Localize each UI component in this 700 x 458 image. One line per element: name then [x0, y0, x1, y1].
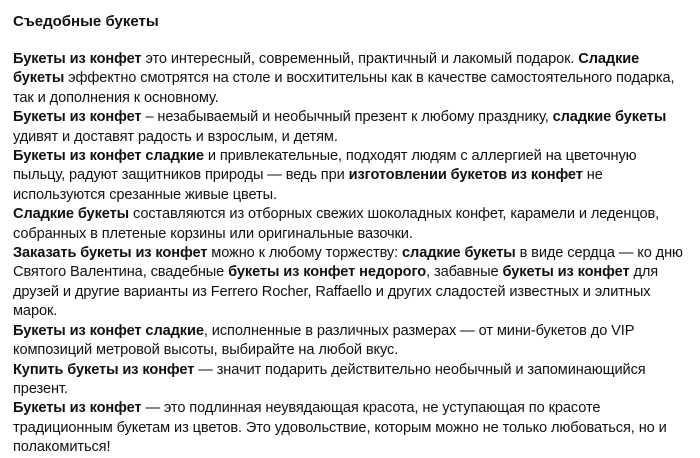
bold-keyword: Букеты из конфет	[13, 51, 142, 67]
bold-keyword: Букеты из конфет сладкие	[13, 148, 204, 165]
bold-keyword: Букеты из конфет	[13, 400, 142, 417]
bold-keyword: изготовлении букетов из конфет	[348, 167, 583, 184]
paragraph-text: , исполненные в различных размерах — от мини-букетов до VIP композиций метровой высоты, выбирайте на любой вкус.	[13, 322, 635, 359]
paragraph	[13, 108, 690, 147]
paragraph-text: в виде сердца — ко дню Святого Валентина, свадебные	[13, 245, 683, 281]
paragraph-text: — значит подарить действительно необычный и запоминающийся презент.	[13, 361, 646, 397]
paragraph-text: и привлекательные, подходят людям с аллергией на цветочную пыльцу, радуют защитников природы — ведь при	[13, 148, 637, 184]
paragraph-text: не используются срезанные живые цветы.	[13, 167, 603, 203]
paragraph	[13, 147, 690, 205]
paragraph	[13, 399, 690, 457]
paragraph	[13, 361, 690, 400]
paragraph	[13, 50, 690, 108]
bold-keyword: Заказать букеты из конфет	[13, 245, 208, 262]
bold-keyword: сладкие букеты	[552, 109, 667, 126]
bold-keyword: Сладкие букеты	[13, 51, 640, 87]
paragraph-text: составляются из отборных свежих шоколадных конфет, карамели и леденцов, собранных в плетеные корзины или оригинальные вазочки.	[13, 206, 660, 242]
paragraph-text: для друзей и другие варианты из Ferrero Rocher, Raffaello и других сладостей известных и элитных марок.	[13, 264, 659, 320]
paragraph-text: , забавные	[426, 264, 503, 281]
document-body	[13, 50, 690, 458]
paragraph-text: эффектно смотрятся на столе и восхитительны как в качестве самостоятельного подарка, так и дополнения к основному.	[13, 70, 675, 106]
bold-keyword: сладкие букеты	[402, 245, 516, 262]
paragraph-text: удивят и доставят радость и взрослым, и детям.	[13, 128, 338, 145]
paragraph-text: можно к любому торжеству:	[207, 245, 403, 262]
paragraph	[13, 322, 690, 361]
bold-keyword: Купить букеты из конфет	[13, 361, 195, 378]
paragraph-text: — это подлинная неувядающая красота, не уступающая по красоте традиционным букетам из цветов. Это удовольствие, которым можно не только любоваться, но и полакомиться!	[13, 400, 667, 456]
paragraph-text: – незабываемый и необычный презент к любому празднику,	[141, 109, 553, 126]
document-title: Съедобные букеты	[13, 13, 159, 30]
paragraph	[13, 244, 690, 322]
bold-keyword: букеты из конфет	[502, 264, 630, 281]
bold-keyword: Букеты из конфет сладкие	[13, 322, 204, 339]
paragraph-text: это интересный, современный, практичный и лакомый подарок.	[141, 51, 579, 67]
bold-keyword: Сладкие букеты	[13, 206, 130, 223]
paragraph	[13, 205, 690, 244]
bold-keyword: букеты из конфет недорого	[228, 264, 427, 281]
bold-keyword: Букеты из конфет	[13, 109, 142, 126]
